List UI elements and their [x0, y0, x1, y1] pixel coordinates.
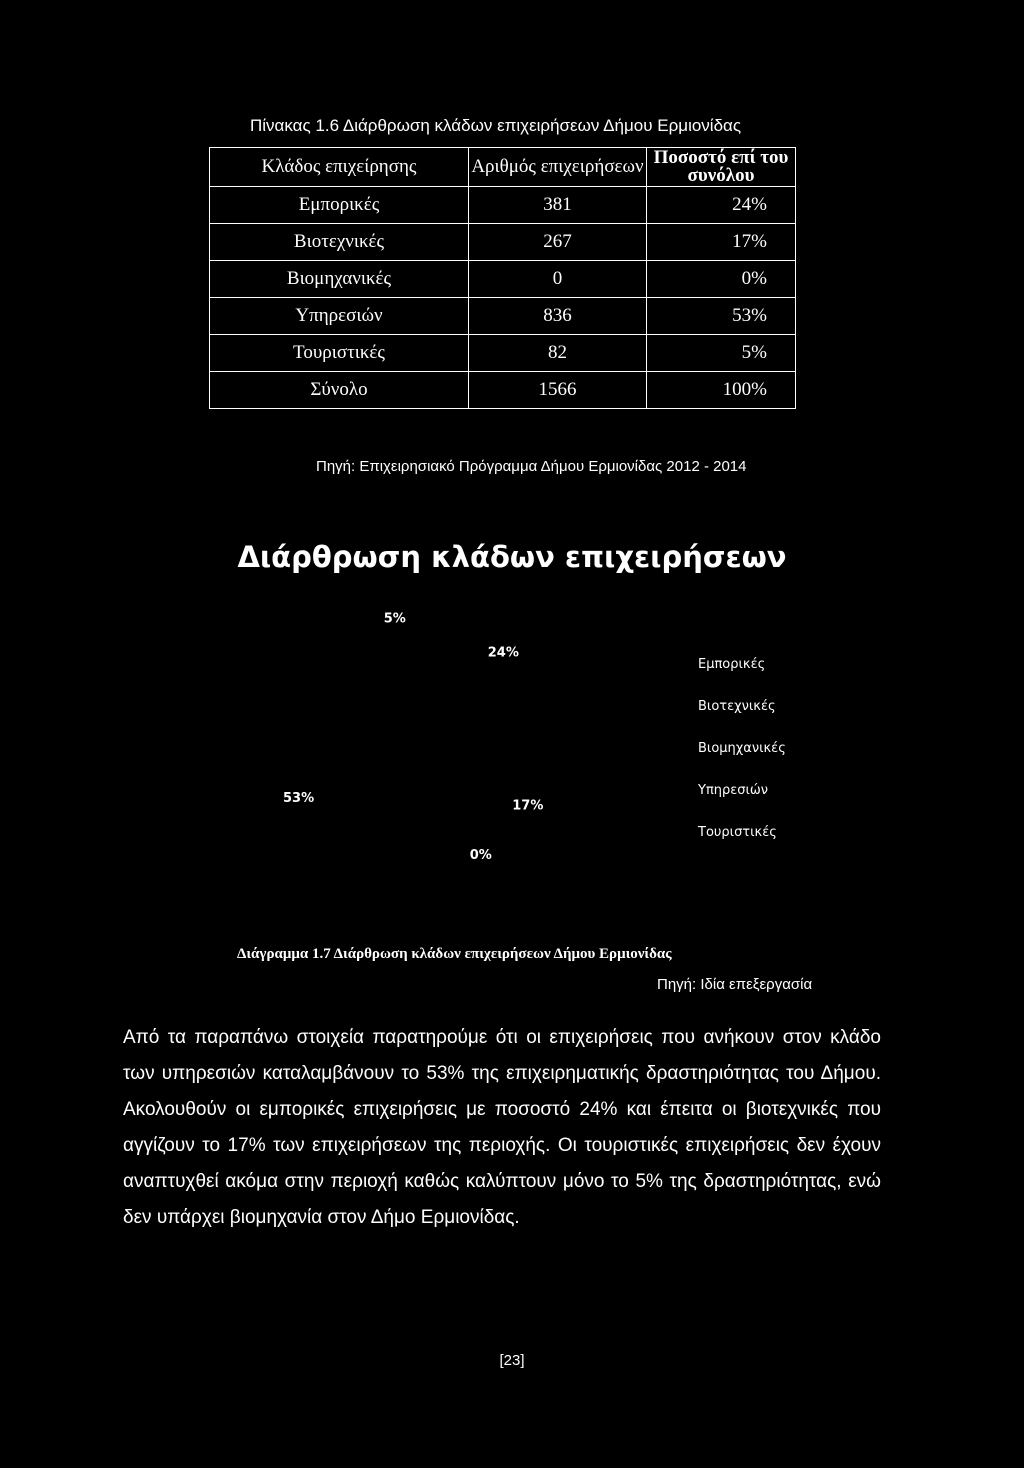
legend-item: Τουριστικές	[698, 825, 777, 840]
table-header-row	[210, 148, 796, 187]
slice-label: 0%	[469, 847, 492, 863]
slice-label: 53%	[283, 791, 315, 807]
table-row	[210, 224, 796, 261]
table-caption: Πίνακας 1.6 Διάρθρωση κλάδων επιχειρήσεων Δήμου Ερμιονίδας	[250, 116, 742, 135]
slice-label: 5%	[383, 611, 406, 627]
cell-count: 267	[468, 224, 646, 261]
cell-percent: 53%	[646, 298, 795, 335]
table-source: Πηγή: Επιχειρησιακό Πρόγραμμα Δήμου Ερμιονίδας 2012 - 2014	[316, 458, 747, 475]
cell-count: 1566	[468, 372, 646, 409]
cell-count: 836	[468, 298, 646, 335]
cell-sector: Υπηρεσιών	[210, 298, 469, 335]
slice-label: 24%	[487, 645, 519, 661]
legend-item: Βιομηχανικές	[698, 741, 786, 756]
figure-source: Πηγή: Ιδία επεξεργασία	[657, 976, 813, 993]
table-row	[210, 261, 796, 298]
cell-count: 381	[468, 187, 646, 224]
cell-sector: Σύνολο	[210, 372, 469, 409]
slice-label: 17%	[512, 798, 544, 814]
cell-count: 0	[468, 261, 646, 298]
legend-item: Εμπορικές	[698, 657, 766, 672]
header-count: Αριθμός επιχειρήσεων	[468, 148, 646, 187]
cell-percent: 0%	[646, 261, 795, 298]
table-row	[210, 335, 796, 372]
body-paragraph: Από τα παραπάνω στοιχεία παρατηρούμε ότι οι επιχειρήσεις που ανήκουν στον κλάδο των υπηρεσιών καταλαμβάνουν το 53% της επιχειρηματικής δραστηριότητας του Δήμου. Ακολουθούν οι εμπορικές επιχειρήσεις με ποσοστό 24% και έπειτα οι βιοτεχνικές που αγγίζουν το 17% των επιχειρήσεων της περιοχής. Οι τουριστικές επιχειρήσεις δεν έχουν αναπτυχθεί ακόμα στην περιοχή καθώς καλύπτουν μόνο το 5% της δραστηριότητας, ενώ δεν υπάρχει βιομηχανία στον Δήμο Ερμιονίδας.	[123, 1027, 881, 1228]
figure-caption: Διάγραμμα 1.7 Διάρθρωση κλάδων επιχειρήσεων Δήμου Ερμιονίδας	[237, 946, 672, 962]
table-row	[210, 187, 796, 224]
cell-percent: 5%	[646, 335, 795, 372]
table-body	[210, 187, 796, 409]
page-number: [23]	[499, 1352, 525, 1369]
legend-item: Υπηρεσιών	[698, 783, 769, 798]
cell-percent: 17%	[646, 224, 795, 261]
cell-sector: Βιομηχανικές	[210, 261, 469, 298]
header-sector: Κλάδος επιχείρησης	[210, 148, 469, 187]
header-percent: Ποσοστό επί του συνόλου	[646, 148, 795, 187]
table-row	[210, 298, 796, 335]
cell-percent: 100%	[646, 372, 795, 409]
data-table	[209, 147, 796, 409]
cell-sector: Τουριστικές	[210, 335, 469, 372]
table-row	[210, 372, 796, 409]
legend-item: Βιοτεχνικές	[698, 699, 776, 714]
cell-percent: 24%	[646, 187, 795, 224]
cell-count: 82	[468, 335, 646, 372]
chart-title: Διάρθρωση κλάδων επιχειρήσεων	[237, 540, 787, 574]
cell-sector: Βιοτεχνικές	[210, 224, 469, 261]
cell-sector: Εμπορικές	[210, 187, 469, 224]
pie-chart	[200, 611, 840, 890]
